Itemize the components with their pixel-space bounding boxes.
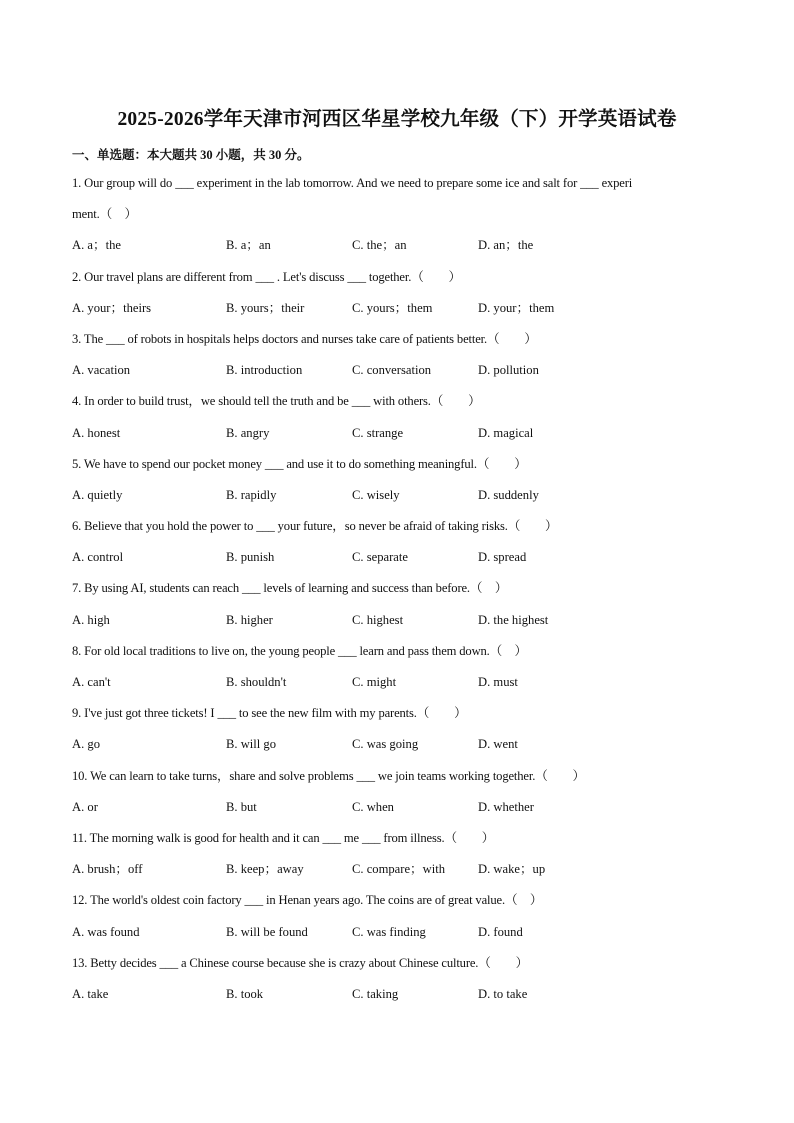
option-b: B. higher [226,612,273,627]
question-item [72,636,722,698]
option-d: D. whether [478,799,534,814]
option-d: D. suddenly [478,487,539,502]
exam-title: 2025-2026学年天津市河西区华星学校九年级（下）开学英语试卷 [117,109,677,130]
option-b: B. yours；their [226,300,305,315]
question-item [72,511,722,573]
option-b: B. punish [226,550,275,565]
option-a: A. can't [72,675,111,689]
question-item [72,168,722,262]
option-a: A. take [72,986,109,1001]
option-a: A. control [72,550,124,565]
option-d: D. went [478,737,518,752]
question-stem: 1. Our group will do ___ experiment in the lab tomorrow. And we need to prepare some ice and salt for ___ experi [72,176,633,190]
option-c: C. strange [352,425,404,440]
option-b: B. shouldn't [226,675,287,689]
option-d: D. your；them [478,300,555,315]
option-row [72,854,722,885]
option-c: C. might [352,675,397,689]
option-b: B. took [226,986,264,1001]
option-c: C. taking [352,986,399,1001]
question-stem: 9. I've just got three tickets! I ___ to see the new film with my parents.（ ） [72,706,467,721]
question-stem: 8. For old local traditions to live on, the young people ___ learn and pass them down.（ ） [72,643,527,658]
option-c: C. the；an [352,238,407,253]
option-d: D. the highest [478,612,549,627]
question-stem: 13. Betty decides ___ a Chinese course because she is crazy about Chinese culture.（ ） [72,955,529,970]
question-item [72,262,722,324]
question-stem: 11. The morning walk is good for health and it can ___ me ___ from illness.（ ） [72,830,495,845]
question-item [72,386,722,448]
option-b: B. angry [226,425,270,440]
option-a: A. honest [72,425,121,440]
question-item [72,324,722,386]
option-row [72,230,722,261]
option-row [72,917,722,948]
option-row [72,792,722,823]
option-row [72,729,722,760]
option-a: A. vacation [72,363,131,378]
option-d: D. magical [478,425,534,440]
option-c: C. compare；with [352,862,446,877]
question-stem: ment.（ ） [72,207,137,222]
question-stem: 3. The ___ of robots in hospitals helps doctors and nurses take care of patients better.（ ） [72,331,537,346]
option-d: D. an；the [478,238,534,253]
option-row [72,605,722,636]
option-a: A. brush；off [72,862,143,877]
option-row [72,480,722,511]
question-stem: 4. In order to build trust，we should tell the truth and be ___ with others.（ ） [72,394,481,409]
question-stem: 2. Our travel plans are different from ___ . Let's discuss ___ together.（ ） [72,269,461,284]
option-a: A. go [72,737,100,752]
question-stem: 5. We have to spend our pocket money ___ and use it to do something meaningful.（ ） [72,456,527,471]
option-c: C. was going [352,737,419,752]
question-item [72,449,722,511]
question-item [72,761,722,823]
option-row [72,418,722,449]
option-b: B. keep；away [226,862,304,877]
option-d: D. pollution [478,363,539,378]
option-a: A. quietly [72,487,123,502]
question-stem: 7. By using AI, students can reach ___ levels of learning and success than before.（ ） [72,581,508,596]
option-c: C. was finding [352,924,426,939]
option-row [72,979,722,1010]
option-d: D. must [478,675,518,689]
option-a: A. or [72,799,98,814]
question-item [72,948,722,1010]
option-c: C. wisely [352,487,400,502]
option-row [72,542,722,573]
question-item [72,698,722,760]
question-item [72,573,722,635]
option-b: B. but [226,799,257,814]
question-item [72,823,722,885]
option-a: A. your；theirs [72,300,152,315]
option-row [72,667,722,698]
option-d: D. wake；up [478,862,546,877]
question-stem: 10. We can learn to take turns，share and solve problems ___ we join teams working together.（ ） [72,768,585,783]
question-item [72,885,722,947]
option-b: B. rapidly [226,487,277,502]
option-c: C. conversation [352,363,432,378]
option-a: A. a；the [72,238,121,253]
option-b: B. a；an [226,238,271,253]
option-c: C. when [352,799,394,814]
option-b: B. will go [226,737,277,752]
option-row [72,355,722,386]
option-d: D. found [478,924,523,939]
option-b: B. will be found [226,924,308,939]
option-d: D. spread [478,550,527,565]
option-b: B. introduction [226,363,303,378]
option-a: A. was found [72,924,140,939]
option-c: C. yours；them [352,300,433,315]
option-c: C. highest [352,612,404,627]
option-a: A. high [72,612,110,627]
question-stem: 6. Believe that you hold the power to ___ your future，so never be afraid of taking risks.（ ） [72,519,558,534]
option-row [72,293,722,324]
section-heading: 一、单选题：本大题共 30 小题，共 30 分。 [72,148,310,162]
question-list [72,168,722,1010]
option-c: C. separate [352,550,408,565]
option-d: D. to take [478,986,528,1001]
question-stem: 12. The world's oldest coin factory ___ in Henan years ago. The coins are of great value.（ ） [72,893,543,908]
